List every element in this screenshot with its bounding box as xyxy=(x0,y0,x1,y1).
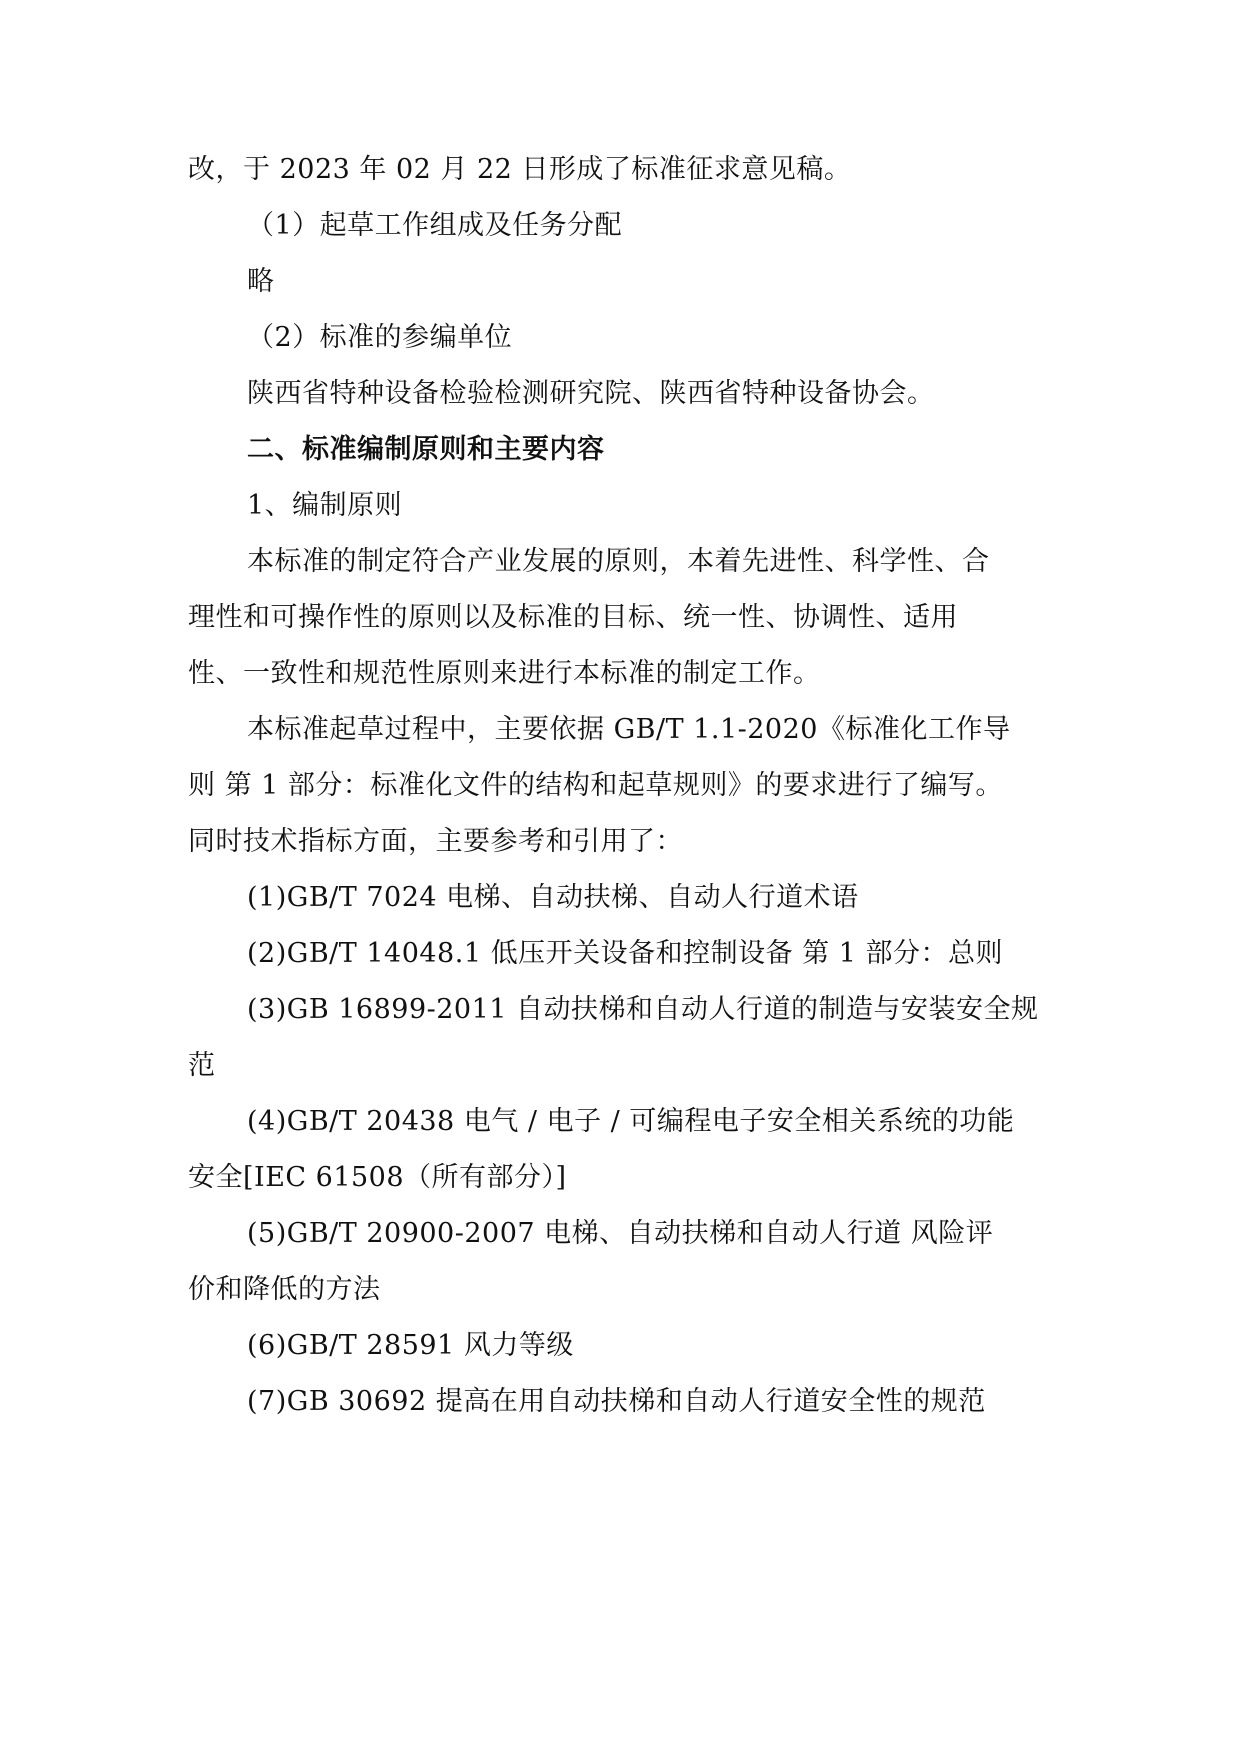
paragraph-participant-units: 陕西省特种设备检验检测研究院、陕西省特种设备协会。 xyxy=(247,378,935,409)
paragraph-basis-line-3: 同时技术指标方面，主要参考和引用了： xyxy=(188,826,683,857)
reference-item-7: (7)GB 30692 提高在用自动扶梯和自动人行道安全性的规范 xyxy=(247,1386,986,1417)
reference-item-3: (3)GB 16899-2011 自动扶梯和自动人行道的制造与安装安全规 xyxy=(247,994,1039,1025)
paragraph-principles-line-1: 本标准的制定符合产业发展的原则，本着先进性、科学性、合 xyxy=(247,546,990,577)
reference-item-5-continuation: 价和降低的方法 xyxy=(188,1274,381,1305)
reference-item-1: (1)GB/T 7024 电梯、自动扶梯、自动人行道术语 xyxy=(247,882,859,913)
reference-item-4: (4)GB/T 20438 电气 / 电子 / 可编程电子安全相关系统的功能 xyxy=(247,1106,1015,1137)
paragraph-principles-line-2: 理性和可操作性的原则以及标准的目标、统一性、协调性、适用 xyxy=(188,602,958,633)
subsection-heading-principles: 1、编制原则 xyxy=(247,490,403,521)
paragraph-principles-line-3: 性、一致性和规范性原则来进行本标准的制定工作。 xyxy=(188,658,821,689)
reference-item-5: (5)GB/T 20900-2007 电梯、自动扶梯和自动人行道 风险评 xyxy=(247,1218,994,1249)
reference-item-2: (2)GB/T 14048.1 低压开关设备和控制设备 第 1 部分：总则 xyxy=(247,938,1004,969)
reference-item-4-continuation: 安全[IEC 61508（所有部分）] xyxy=(188,1162,567,1193)
paragraph-basis-line-2: 则 第 1 部分：标准化文件的结构和起草规则》的要求进行了编写。 xyxy=(188,770,1003,801)
paragraph-basis-line-1: 本标准起草过程中，主要依据 GB/T 1.1-2020《标准化工作导 xyxy=(247,714,1011,745)
paragraph-continuation-date: 改，于 2023 年 02 月 22 日形成了标准征求意见稿。 xyxy=(188,154,852,185)
subsection-heading-participants: （2）标准的参编单位 xyxy=(247,322,513,353)
section-heading-principles: 二、标准编制原则和主要内容 xyxy=(247,434,605,465)
reference-item-6: (6)GB/T 28591 风力等级 xyxy=(247,1330,574,1361)
subsection-heading-drafting-group: （1）起草工作组成及任务分配 xyxy=(247,210,623,241)
paragraph-omitted: 略 xyxy=(247,266,275,297)
reference-item-3-continuation: 范 xyxy=(188,1050,216,1081)
